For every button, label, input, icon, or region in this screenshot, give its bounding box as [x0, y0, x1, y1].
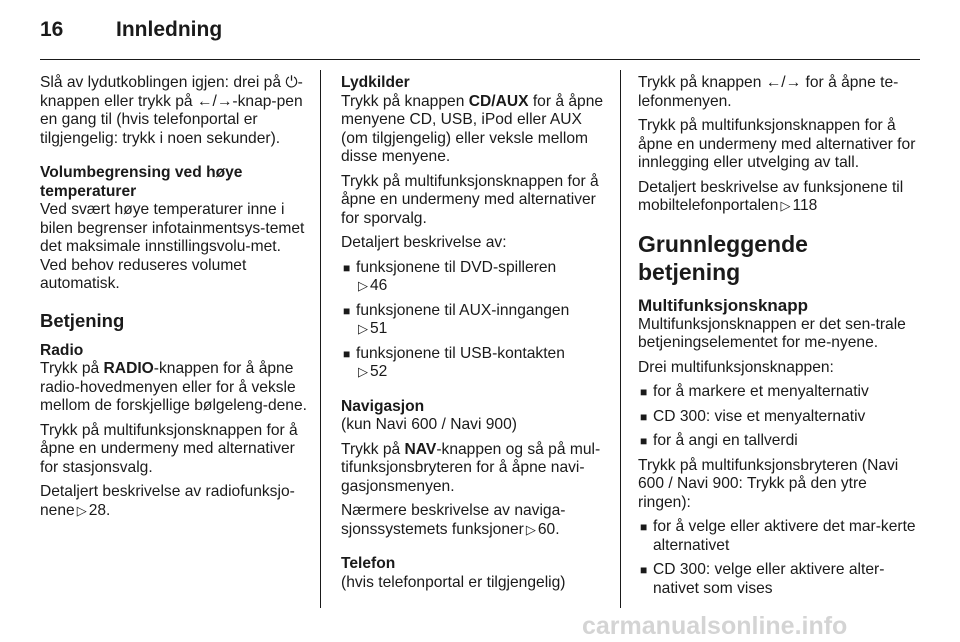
list-item-text: funksjonene til DVD-spilleren [356, 258, 557, 276]
telefon-subtitle: (hvis telefonportal er tilgjengelig) [341, 573, 566, 591]
volume-heading: Volumbegrensing ved høye temperaturer [40, 164, 243, 200]
nav-paragraph-2 [341, 502, 609, 539]
nav-key: NAV [404, 440, 437, 458]
bullet-square-icon: ■ [343, 303, 351, 318]
page-ref-arrow-icon: ▷ [76, 502, 87, 518]
column-2 [341, 74, 609, 598]
lyd-p1-pre: Trykk på knappen [341, 92, 469, 110]
page-number: 16 [40, 18, 64, 41]
radio-p3-pre: Detaljert beskrivelse av radiofunksjo-nene [40, 483, 295, 519]
radio-page-ref: 28. [88, 501, 111, 519]
radio-p1-pre: Trykk på [40, 360, 104, 377]
list-item-text: funksjonene til AUX-inngangen [356, 301, 570, 319]
nav-p1-post: -knappen og så på mul-tifunksjonsbryteren for å åpne navi-gasjonsmenyen. [341, 440, 601, 495]
list-item [341, 259, 609, 296]
lyd-paragraph-2: Trykk på multifunksjonsknappen for å åpne en undermeny med alternativer for sporvalg. [341, 172, 599, 227]
telefon-heading: Telefon [341, 555, 396, 572]
chapter-title: Innledning [116, 18, 223, 41]
tel-p3-pre: Detaljert beskrivelse av funksjonene til mobiltelefonportalen [638, 178, 904, 214]
column-3 [638, 74, 916, 604]
column-divider-2 [620, 70, 621, 608]
radio-paragraph-3 [40, 483, 308, 520]
list-item-text: for å velge eller aktivere det mar-kerte alternativet [653, 518, 916, 554]
bullet-square-icon: ■ [343, 346, 351, 361]
tel-page-ref: 118 [792, 197, 818, 214]
list-item-text: funksjonene til USB-kontakten [356, 344, 565, 362]
radio-key: RADIO [103, 360, 154, 377]
list-item-text: CD 300: velge eller aktivere alter-nativet som vises [653, 561, 885, 597]
bullet-square-icon: ■ [640, 434, 648, 448]
nav-p2-pre: Nærmere beskrivelse av naviga-sjonssystemets funksjoner [341, 502, 566, 538]
list-item-text: for å markere et menyalternativ [653, 383, 869, 400]
cdaux-key: CD/AUX [468, 92, 529, 110]
multi-paragraph-2: Drei multifunksjonsknappen: [638, 358, 834, 376]
multi-paragraph-1: Multifunksjonsknappen er det sen-trale betjeningselementet for me-nyene. [638, 315, 906, 351]
nav-page-ref: 60. [537, 520, 560, 538]
multifunksjon-heading: Multifunksjonsknapp [638, 295, 808, 315]
bullet-square-icon: ■ [640, 409, 648, 424]
intro-paragraph: Slå av lydutkoblingen igjen: drei på ⏻-knappen eller trykk på ←/→-knap-pen en gang til (hvis telefonportal er tilgjengelig: trykk i noen sekunder). [40, 74, 303, 147]
list-item-ref: 52 [370, 363, 388, 380]
page-ref-arrow-icon: ▷ [358, 364, 368, 379]
bullet-square-icon: ■ [343, 260, 351, 275]
lyd-paragraph-1 [341, 93, 609, 167]
bullet-square-icon: ■ [640, 520, 648, 534]
lyd-paragraph-3: Detaljert beskrivelse av: [341, 234, 507, 251]
grunnleggende-heading: Grunnleggende betjening [638, 230, 808, 285]
list-item-ref: 46 [370, 277, 388, 294]
navigasjon-heading: Navigasjon [341, 397, 425, 415]
page-ref-arrow-icon: ▷ [525, 521, 536, 537]
bullet-square-icon: ■ [640, 563, 648, 577]
list-item [341, 302, 609, 339]
list-item-text: CD 300: vise et menyalternativ [653, 407, 866, 425]
volume-paragraph: Ved svært høye temperaturer inne i bilen begrenser infotainmentsys-temet det maksimale innstillingsvolu-met. Ved behov reduseres volumet automatisk. [40, 201, 305, 292]
lydkilder-heading: Lydkilder [341, 74, 410, 91]
bullet-square-icon: ■ [640, 385, 648, 399]
multi-paragraph-3: Trykk på multifunksjonsbryteren (Navi 600 / Navi 900: Trykk på den ytre ringen): [638, 456, 899, 511]
page-ref-arrow-icon: ▷ [358, 321, 368, 336]
nav-paragraph-1 [341, 441, 609, 497]
tel-paragraph-2: Trykk på multifunksjonsknappen for å åpne en undermeny med alternativer for innlegging eller utvelging av tall. [638, 117, 916, 171]
betjening-heading: Betjening [40, 309, 125, 331]
list-item-text: for å angi en tallverdi [653, 432, 798, 449]
list-item [638, 432, 916, 451]
page-ref-arrow-icon: ▷ [780, 198, 791, 213]
nav-p1-pre: Trykk på [341, 440, 405, 458]
list-item [341, 345, 609, 382]
list-item [638, 408, 916, 427]
radio-paragraph-2: Trykk på multifunksjonsknappen for å åpne en undermeny med alternativer for stasjonsvalg. [40, 421, 298, 476]
lyd-p1-post: for å åpne menyene CD, USB, iPod eller AUX (om tilgjengelig) eller veksle mellom disse menyene. [341, 92, 604, 165]
page-ref-arrow-icon: ▷ [358, 278, 368, 293]
list-item [638, 518, 916, 555]
nav-subtitle: (kun Navi 600 / Navi 900) [341, 416, 517, 433]
radio-p1-post: -knappen for å åpne radio-hovedmenyen eller for å veksle mellom de forskjellige bølgeleng-dene. [40, 360, 307, 414]
watermark: carmanualsonline.info [582, 612, 848, 640]
radio-paragraph-1 [40, 360, 308, 416]
radio-heading: Radio [40, 341, 84, 359]
list-item [638, 561, 916, 598]
column-1 [40, 74, 308, 526]
list-item-ref: 51 [370, 320, 388, 337]
tel-paragraph-1: Trykk på knappen ←/→ for å åpne te-lefonmenyen. [638, 74, 899, 110]
list-item [638, 383, 916, 402]
column-divider-1 [320, 70, 321, 608]
tel-paragraph-3 [638, 179, 916, 216]
header-rule [40, 59, 920, 60]
